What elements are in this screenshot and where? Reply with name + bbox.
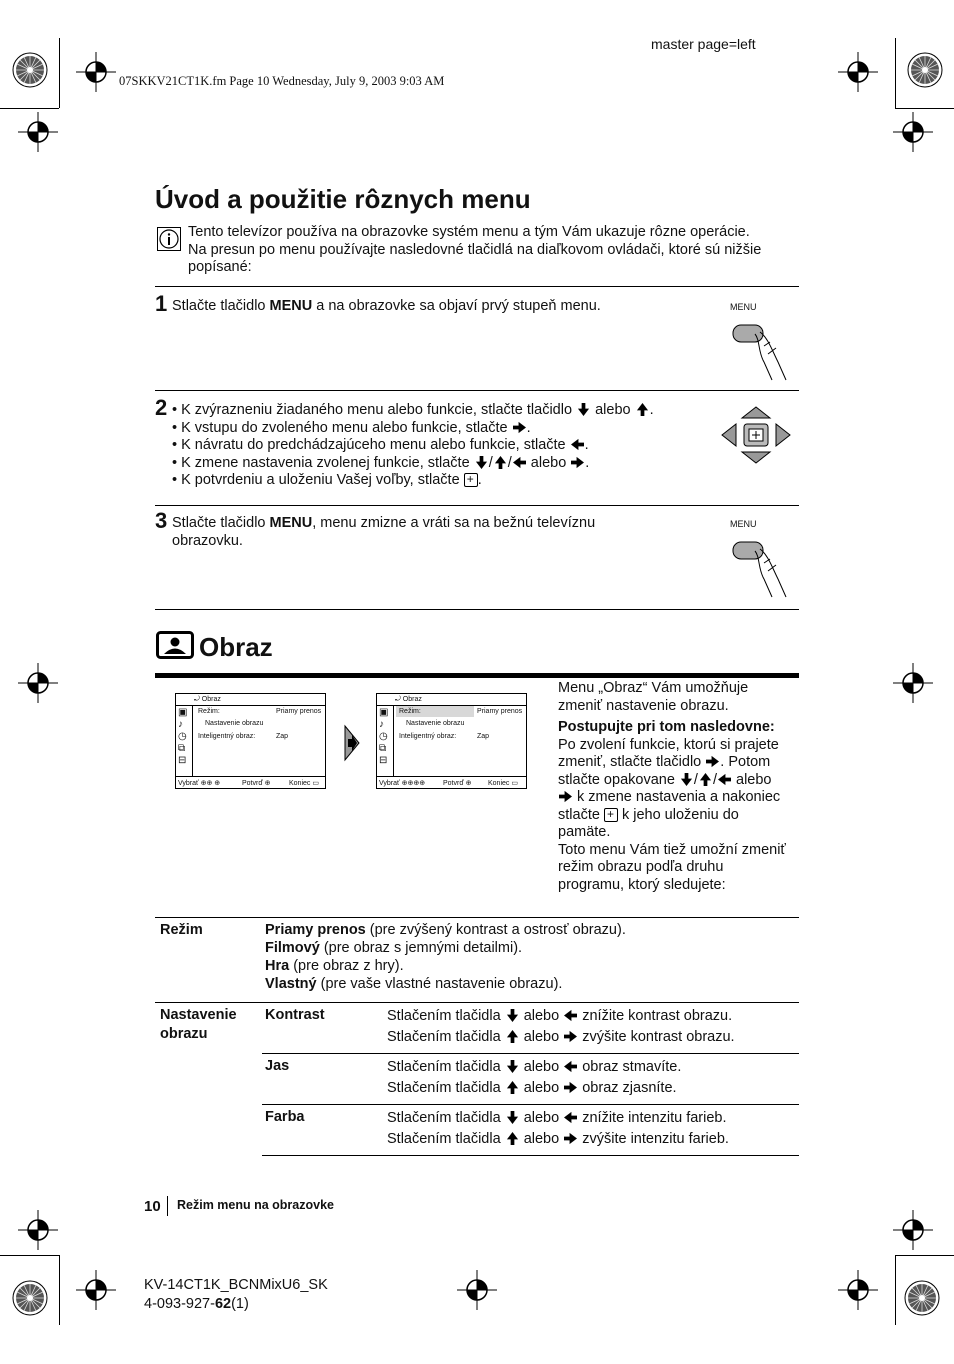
hand-pressing-button-icon — [730, 312, 800, 382]
menu-screen-preview: ⤾ Obraz ▣ ♪ ◷ ⧉ ⊟ Režim: Priamy prenos Nastavenie obrazu Inteligentný obraz: Zap Vybrať ⊕⊕⊕⊕ Potvrď ⊕ Koniec ▭ — [376, 693, 527, 789]
down-arrow-icon — [680, 773, 693, 786]
left-arrow-icon — [571, 438, 584, 451]
star-registration-mark-icon — [902, 1278, 942, 1318]
table-label-picture-settings: Nastavenie obrazu — [160, 1007, 237, 1042]
menu-icons-column: ▣ ♪ ◷ ⧉ ⊟ — [178, 707, 188, 766]
crosshair-registration-mark-icon — [457, 1270, 497, 1310]
next-step-arrow-icon — [343, 724, 361, 762]
crosshair-registration-mark-icon — [838, 52, 878, 92]
section-title-picture: Obraz — [199, 632, 273, 662]
right-arrow-icon — [559, 790, 572, 803]
ok-button-icon — [464, 473, 478, 487]
master-page-note: master page=left — [651, 36, 756, 52]
left-arrow-icon — [564, 1060, 577, 1073]
setting-description: Stlačením tlačidla alebo obraz stmavíte. Stlačením tlačidla alebo obraz zjasníte. — [387, 1059, 682, 1096]
step-number: 1 — [155, 291, 168, 316]
up-arrow-icon — [699, 773, 712, 786]
left-arrow-icon — [564, 1111, 577, 1124]
left-arrow-icon — [718, 773, 731, 786]
hand-pressing-button-icon — [730, 529, 800, 599]
crosshair-registration-mark-icon — [76, 52, 116, 92]
left-arrow-icon — [564, 1009, 577, 1022]
directional-pad-icon — [718, 404, 794, 466]
right-arrow-icon — [564, 1132, 577, 1145]
step-number: 2 — [155, 395, 168, 420]
step1-text: Stlačte tlačidlo MENU a na obrazovke sa objaví prvý stupeň menu. — [172, 298, 601, 314]
table-label-mode: Režim — [160, 922, 203, 938]
up-arrow-icon — [506, 1132, 519, 1145]
menu-button-illustration — [730, 519, 800, 604]
star-registration-mark-icon — [10, 1278, 50, 1318]
setting-description: Stlačením tlačidla alebo znížite kontrast obrazu. Stlačením tlačidla alebo zvýšite kontrast obrazu. — [387, 1008, 735, 1045]
model-code: KV-14CT1K_BCNMixU6_SK 4-093-927-62(1) — [144, 1277, 328, 1312]
setting-description: Stlačením tlačidla alebo znížite intenzitu farieb. Stlačením tlačidla alebo zvýšite intenzitu farieb. — [387, 1110, 729, 1147]
footer-section-name: Režim menu na obrazovke — [177, 1198, 334, 1212]
down-arrow-icon — [506, 1111, 519, 1124]
crosshair-registration-mark-icon — [893, 1210, 933, 1250]
step-number: 3 — [155, 508, 168, 533]
crosshair-registration-mark-icon — [838, 1270, 878, 1310]
info-icon — [157, 227, 181, 251]
picture-menu-icon — [156, 631, 194, 659]
file-info: 07SKKV21CT1K.fm Page 10 Wednesday, July 9, 2003 9:03 AM — [119, 74, 445, 88]
crosshair-registration-mark-icon — [893, 112, 933, 152]
star-registration-mark-icon — [905, 40, 945, 100]
left-arrow-icon — [513, 456, 526, 469]
setting-name: Kontrast — [265, 1007, 325, 1023]
down-arrow-icon — [506, 1060, 519, 1073]
up-arrow-icon — [506, 1030, 519, 1043]
step3-text: Stlačte tlačidlo MENU, menu zmizne a vráti sa na bežnú televíznu obrazovku. — [172, 515, 596, 549]
menu-button-label: MENU — [730, 519, 757, 529]
crosshair-registration-mark-icon — [18, 112, 58, 152]
page-number: 10 — [144, 1198, 161, 1215]
ok-button-icon — [604, 808, 618, 822]
right-arrow-icon — [513, 421, 526, 434]
crosshair-registration-mark-icon — [893, 663, 933, 703]
section-title-menu-intro: Úvod a použitie rôznych menu — [155, 184, 531, 214]
up-arrow-icon — [506, 1081, 519, 1094]
screen-title: ⤾ Obraz — [194, 696, 221, 703]
right-arrow-icon — [706, 755, 719, 768]
down-arrow-icon — [475, 456, 488, 469]
right-arrow-icon — [564, 1030, 577, 1043]
up-arrow-icon — [494, 456, 507, 469]
setting-name: Jas — [265, 1058, 290, 1074]
menu-button-label: MENU — [730, 302, 757, 312]
step2-text: • K zvýrazneniu žiadaného menu alebo funkcie, stlačte tlačidlo alebo . • K vstupu do zvoleného menu alebo funkcie, stlačte . • K návratu do predchádzajúceho menu alebo funkcie, stlačte . • K zmene nastavenia zvolenej funkcie, stlačte / / alebo . • K potvrdeniu a uloženiu Vašej voľby, stlačte +. — [172, 402, 654, 490]
crosshair-registration-mark-icon — [18, 1210, 58, 1250]
mode-options: Priamy prenos (pre zvýšený kontrast a ostrosť obrazu). Filmový (pre obraz s jemnými detailmi). Hra (pre obraz z hry). Vlastný (pre vaše vlastné nastavenie obrazu). — [265, 922, 626, 992]
right-arrow-icon — [564, 1081, 577, 1094]
intro-text: Tento televízor používa na obrazovke systém menu a tým Vám ukazuje rôzne operácie. Na presun po menu používajte nasledovné tlačidlá na diaľkovom ovládači, ktoré sú nižšie popísané: — [188, 224, 762, 275]
down-arrow-icon — [506, 1009, 519, 1022]
menu-button-illustration — [730, 302, 800, 387]
menu-screen-preview: ⤾ Obraz ▣ ♪ ◷ ⧉ ⊟ Režim: Priamy prenos Nastavenie obrazu Inteligentný obraz: Zap Vybrať ⊕⊕ ⊕ Potvrď ⊕ Koniec ▭ — [175, 693, 326, 789]
up-arrow-icon — [636, 403, 649, 416]
star-registration-mark-icon — [10, 40, 50, 100]
crosshair-registration-mark-icon — [76, 1270, 116, 1310]
picture-menu-description: Menu „Obraz“ Vám umožňuje zmeniť nastavenie obrazu. Postupujte pri tom nasledovne: Po zvolení funkcie, ktorú si prajete zmeniť, stlačte tlačidlo . Potom stlačte opakovane / / alebo k zmene nastavenia a nakoniec stlačte + k jeho uloženiu do pamäte. Toto menu Vám tiež umožní zmeniť režim obrazu podľa druhu programu, ktorý sledujete: — [558, 680, 798, 894]
setting-name: Farba — [265, 1109, 305, 1125]
crosshair-registration-mark-icon — [18, 663, 58, 703]
down-arrow-icon — [577, 403, 590, 416]
right-arrow-icon — [571, 456, 584, 469]
